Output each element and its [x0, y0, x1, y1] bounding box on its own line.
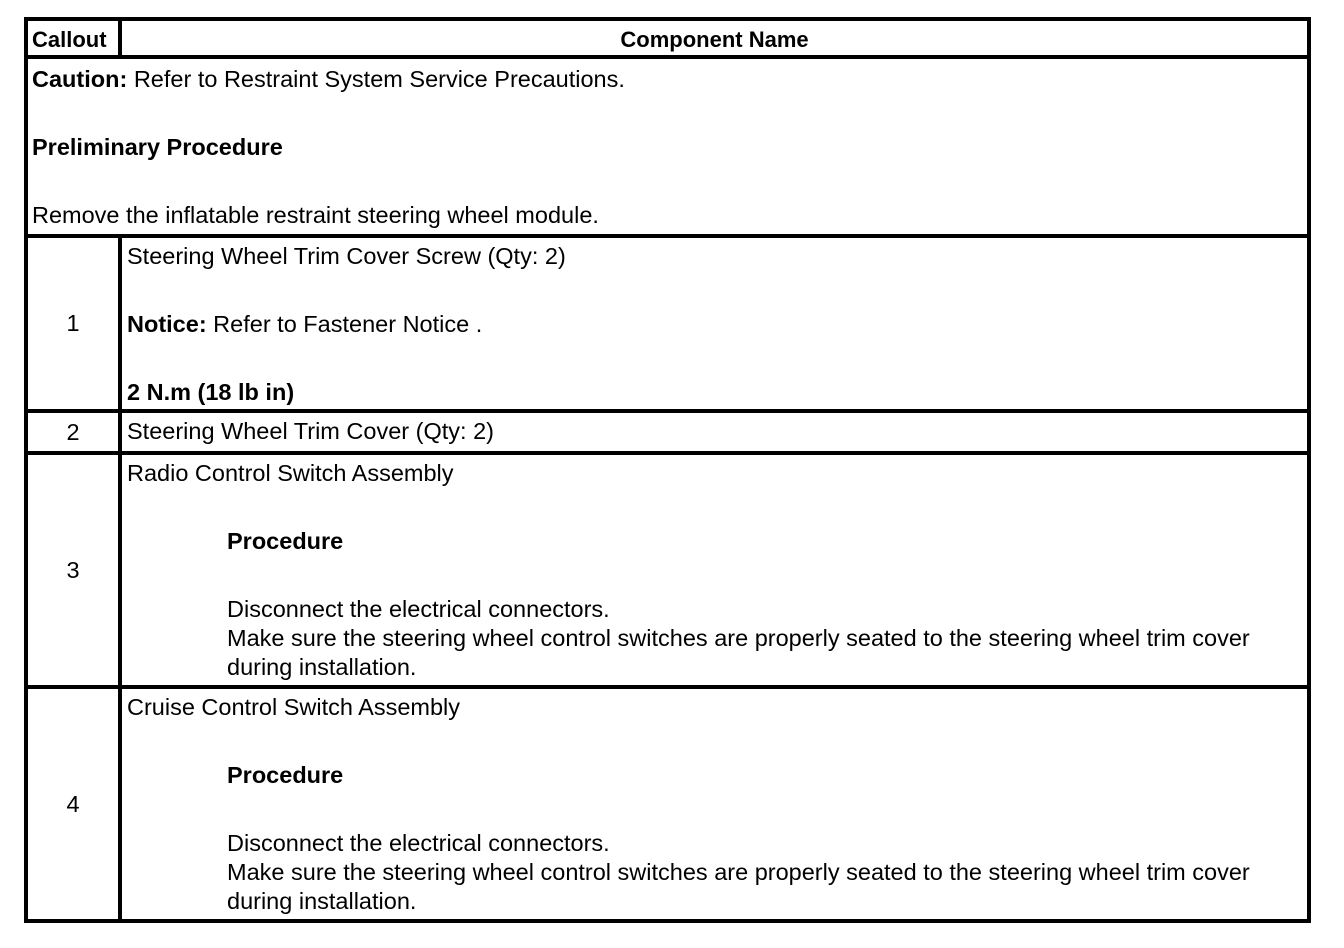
spacer: [32, 162, 1303, 201]
table-row: [26, 411, 1309, 453]
component-name: Steering Wheel Trim Cover (Qty: 2): [127, 418, 494, 444]
spacer: [32, 94, 1303, 133]
procedure-title: Procedure: [227, 762, 344, 788]
component-name: Steering Wheel Trim Cover Screw (Qty: 2): [127, 243, 566, 269]
component-cell: [120, 453, 1309, 687]
component-cell: [120, 411, 1309, 453]
component-cell: [120, 236, 1309, 411]
table-row: [26, 236, 1309, 411]
procedure-step: Make sure the steering wheel control switches are properly seated to the steering wheel trim cover during installation.: [227, 625, 1250, 680]
spacer: [127, 488, 1303, 527]
notice-line: [127, 310, 1303, 339]
procedure-title: Procedure: [227, 528, 344, 554]
component-cell: [120, 687, 1309, 921]
spacer: [127, 722, 1303, 761]
table-row: [26, 453, 1309, 687]
component-name-header: Component Name: [120, 19, 1309, 57]
callout-number: 3: [26, 453, 120, 687]
spacer: [127, 339, 1303, 378]
spacer: [127, 790, 1303, 829]
callout-number: 2: [26, 411, 120, 453]
intro-row: [26, 57, 1309, 236]
component-name: Cruise Control Switch Assembly: [127, 694, 461, 720]
spacer: [127, 271, 1303, 310]
header-row: [26, 19, 1309, 57]
component-name: Radio Control Switch Assembly: [127, 460, 454, 486]
preliminary-title: Preliminary Procedure: [32, 134, 283, 160]
procedure-step: Make sure the steering wheel control switches are properly seated to the steering wheel trim cover during installation.: [227, 859, 1250, 914]
components-table: [24, 17, 1311, 923]
caution-label: Caution:: [32, 66, 128, 92]
notice-label: Notice:: [127, 311, 207, 337]
procedure-step: Disconnect the electrical connectors.: [227, 830, 610, 856]
procedure-step: Disconnect the electrical connectors.: [227, 596, 610, 622]
callout-number: 4: [26, 687, 120, 921]
callout-header: Callout: [26, 19, 120, 57]
callout-number: 1: [26, 236, 120, 411]
intro-cell: [26, 57, 1309, 236]
torque-spec: 2 N.m (18 lb in): [127, 379, 295, 405]
spacer: [127, 556, 1303, 595]
caution-text: Refer to Restraint System Service Precautions.: [127, 66, 625, 92]
notice-text: Refer to Fastener Notice .: [206, 311, 483, 337]
table-row: [26, 687, 1309, 921]
preliminary-text: Remove the inflatable restraint steering wheel module.: [32, 202, 599, 228]
caution-line: [32, 65, 1303, 94]
